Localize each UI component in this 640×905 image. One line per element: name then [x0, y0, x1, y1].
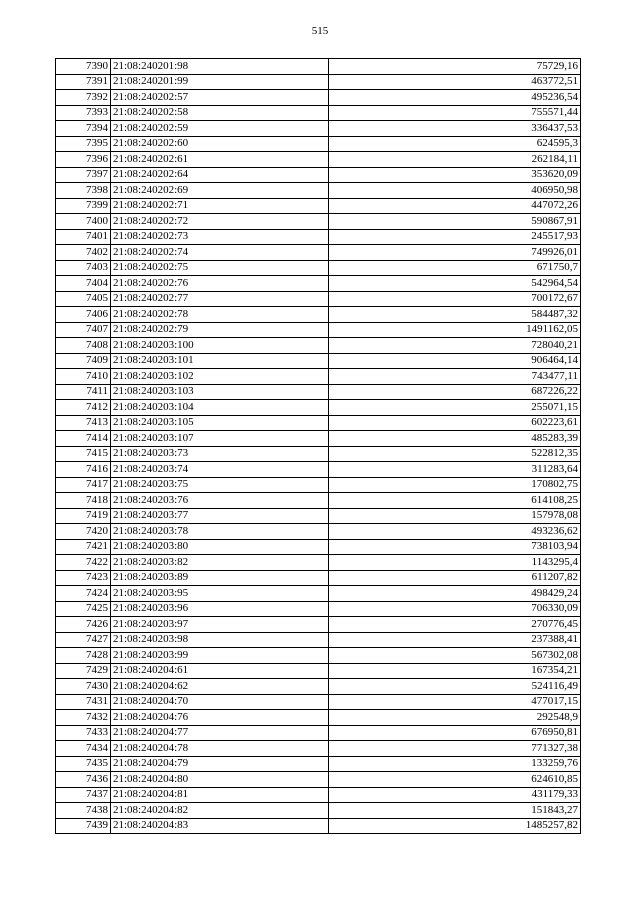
table-row	[56, 710, 581, 726]
cadastral-number: 21:08:240203:78	[111, 524, 329, 540]
table-row	[56, 245, 581, 261]
table-row	[56, 322, 581, 338]
table-row	[56, 462, 581, 478]
cadastral-number: 21:08:240203:105	[111, 415, 329, 431]
cadastral-value: 1485257,82	[329, 818, 581, 834]
cadastral-value: 771327,38	[329, 741, 581, 757]
cadastral-value: 495236,54	[329, 90, 581, 106]
table-row	[56, 229, 581, 245]
row-number: 7399	[56, 198, 111, 214]
row-number: 7437	[56, 787, 111, 803]
cadastral-number: 21:08:240204:80	[111, 772, 329, 788]
row-number: 7425	[56, 601, 111, 617]
cadastral-number: 21:08:240203:80	[111, 539, 329, 555]
cadastral-number: 21:08:240202:74	[111, 245, 329, 261]
cadastral-number: 21:08:240203:97	[111, 617, 329, 633]
cadastral-value: 611207,82	[329, 570, 581, 586]
row-number: 7428	[56, 648, 111, 664]
cadastral-value: 542964,54	[329, 276, 581, 292]
cadastral-value: 270776,45	[329, 617, 581, 633]
row-number: 7422	[56, 555, 111, 571]
cadastral-number: 21:08:240204:61	[111, 663, 329, 679]
row-number: 7403	[56, 260, 111, 276]
row-number: 7391	[56, 74, 111, 90]
row-number: 7424	[56, 586, 111, 602]
cadastral-number: 21:08:240202:69	[111, 183, 329, 199]
cadastral-number: 21:08:240202:61	[111, 152, 329, 168]
cadastral-number: 21:08:240202:79	[111, 322, 329, 338]
cadastral-number: 21:08:240204:78	[111, 741, 329, 757]
cadastral-number: 21:08:240203:76	[111, 493, 329, 509]
table-row	[56, 555, 581, 571]
row-number: 7412	[56, 400, 111, 416]
cadastral-value: 602223,61	[329, 415, 581, 431]
table-row	[56, 493, 581, 509]
cadastral-number: 21:08:240202:73	[111, 229, 329, 245]
cadastral-value: 75729,16	[329, 59, 581, 75]
table-row	[56, 617, 581, 633]
cadastral-number: 21:08:240202:59	[111, 121, 329, 137]
row-number: 7415	[56, 446, 111, 462]
row-number: 7398	[56, 183, 111, 199]
cadastral-value: 406950,98	[329, 183, 581, 199]
cadastral-number: 21:08:240204:83	[111, 818, 329, 834]
row-number: 7439	[56, 818, 111, 834]
row-number: 7431	[56, 694, 111, 710]
row-number: 7394	[56, 121, 111, 137]
cadastral-value: 706330,09	[329, 601, 581, 617]
table-row	[56, 369, 581, 385]
cadastral-number: 21:08:240203:73	[111, 446, 329, 462]
table-row	[56, 431, 581, 447]
cadastral-number: 21:08:240202:76	[111, 276, 329, 292]
cadastral-value: 237388,41	[329, 632, 581, 648]
table-row	[56, 756, 581, 772]
cadastral-value: 687226,22	[329, 384, 581, 400]
cadastral-value: 676950,81	[329, 725, 581, 741]
row-number: 7413	[56, 415, 111, 431]
cadastral-number: 21:08:240203:101	[111, 353, 329, 369]
row-number: 7417	[56, 477, 111, 493]
cadastral-value: 353620,09	[329, 167, 581, 183]
cadastral-value: 749926,01	[329, 245, 581, 261]
cadastral-value: 498429,24	[329, 586, 581, 602]
cadastral-number: 21:08:240204:81	[111, 787, 329, 803]
cadastral-number: 21:08:240204:76	[111, 710, 329, 726]
cadastral-value: 245517,93	[329, 229, 581, 245]
cadastral-value: 671750,7	[329, 260, 581, 276]
cadastral-value: 743477,11	[329, 369, 581, 385]
row-number: 7408	[56, 338, 111, 354]
table-row	[56, 198, 581, 214]
table-row	[56, 415, 581, 431]
row-number: 7400	[56, 214, 111, 230]
cadastral-number: 21:08:240203:75	[111, 477, 329, 493]
cadastral-number: 21:08:240202:60	[111, 136, 329, 152]
row-number: 7411	[56, 384, 111, 400]
cadastral-value: 151843,27	[329, 803, 581, 819]
row-number: 7397	[56, 167, 111, 183]
cadastral-number: 21:08:240202:58	[111, 105, 329, 121]
table-row	[56, 508, 581, 524]
cadastral-value: 567302,08	[329, 648, 581, 664]
cadastral-number: 21:08:240203:74	[111, 462, 329, 478]
row-number: 7402	[56, 245, 111, 261]
row-number: 7410	[56, 369, 111, 385]
cadastral-value: 1491162,05	[329, 322, 581, 338]
row-number: 7395	[56, 136, 111, 152]
cadastral-number: 21:08:240203:98	[111, 632, 329, 648]
table-row	[56, 74, 581, 90]
table-row	[56, 152, 581, 168]
cadastral-number: 21:08:240204:77	[111, 725, 329, 741]
row-number: 7435	[56, 756, 111, 772]
table-row	[56, 276, 581, 292]
row-number: 7429	[56, 663, 111, 679]
table-row	[56, 648, 581, 664]
row-number: 7406	[56, 307, 111, 323]
table-row	[56, 121, 581, 137]
cadastral-value: 590867,91	[329, 214, 581, 230]
cadastral-number: 21:08:240202:71	[111, 198, 329, 214]
cadastral-value: 624610,85	[329, 772, 581, 788]
cadastral-number: 21:08:240203:77	[111, 508, 329, 524]
row-number: 7419	[56, 508, 111, 524]
cadastral-value: 728040,21	[329, 338, 581, 354]
table-row	[56, 260, 581, 276]
table-row	[56, 586, 581, 602]
cadastral-number: 21:08:240201:99	[111, 74, 329, 90]
cadastral-value: 485283,39	[329, 431, 581, 447]
cadastral-number: 21:08:240203:99	[111, 648, 329, 664]
table-row	[56, 601, 581, 617]
cadastral-number: 21:08:240202:64	[111, 167, 329, 183]
row-number: 7392	[56, 90, 111, 106]
table-row	[56, 570, 581, 586]
row-number: 7416	[56, 462, 111, 478]
cadastral-value: 133259,76	[329, 756, 581, 772]
row-number: 7396	[56, 152, 111, 168]
table-row	[56, 167, 581, 183]
cadastral-number: 21:08:240203:107	[111, 431, 329, 447]
row-number: 7436	[56, 772, 111, 788]
row-number: 7430	[56, 679, 111, 695]
cadastral-value: 614108,25	[329, 493, 581, 509]
table-row	[56, 214, 581, 230]
cadastral-value: 167354,21	[329, 663, 581, 679]
row-number: 7405	[56, 291, 111, 307]
row-number: 7433	[56, 725, 111, 741]
table-row	[56, 59, 581, 75]
table-row	[56, 803, 581, 819]
cadastral-value: 170802,75	[329, 477, 581, 493]
row-number: 7426	[56, 617, 111, 633]
cadastral-value: 584487,32	[329, 307, 581, 323]
row-number: 7409	[56, 353, 111, 369]
cadastral-value: 463772,51	[329, 74, 581, 90]
table-row	[56, 694, 581, 710]
registry-table-body	[56, 59, 581, 834]
cadastral-value: 524116,49	[329, 679, 581, 695]
table-row	[56, 136, 581, 152]
row-number: 7393	[56, 105, 111, 121]
table-row	[56, 539, 581, 555]
registry-table	[55, 58, 581, 834]
row-number: 7423	[56, 570, 111, 586]
row-number: 7432	[56, 710, 111, 726]
table-row	[56, 90, 581, 106]
table-row	[56, 105, 581, 121]
row-number: 7420	[56, 524, 111, 540]
row-number: 7434	[56, 741, 111, 757]
cadastral-number: 21:08:240204:70	[111, 694, 329, 710]
cadastral-number: 21:08:240202:57	[111, 90, 329, 106]
cadastral-value: 1143295,4	[329, 555, 581, 571]
row-number: 7421	[56, 539, 111, 555]
row-number: 7418	[56, 493, 111, 509]
cadastral-number: 21:08:240201:98	[111, 59, 329, 75]
cadastral-value: 311283,64	[329, 462, 581, 478]
page-number: 515	[311, 25, 329, 37]
cadastral-number: 21:08:240203:103	[111, 384, 329, 400]
cadastral-value: 262184,11	[329, 152, 581, 168]
cadastral-value: 431179,33	[329, 787, 581, 803]
table-row	[56, 477, 581, 493]
cadastral-value: 738103,94	[329, 539, 581, 555]
cadastral-number: 21:08:240203:96	[111, 601, 329, 617]
row-number: 7438	[56, 803, 111, 819]
table-row	[56, 353, 581, 369]
cadastral-value: 906464,14	[329, 353, 581, 369]
row-number: 7390	[56, 59, 111, 75]
cadastral-number: 21:08:240204:79	[111, 756, 329, 772]
cadastral-number: 21:08:240203:95	[111, 586, 329, 602]
row-number: 7414	[56, 431, 111, 447]
table-row	[56, 741, 581, 757]
table-row	[56, 183, 581, 199]
table-row	[56, 772, 581, 788]
cadastral-number: 21:08:240204:62	[111, 679, 329, 695]
cadastral-number: 21:08:240202:77	[111, 291, 329, 307]
table-row	[56, 446, 581, 462]
table-row	[56, 384, 581, 400]
table-row	[56, 307, 581, 323]
cadastral-number: 21:08:240202:78	[111, 307, 329, 323]
cadastral-number: 21:08:240204:82	[111, 803, 329, 819]
row-number: 7427	[56, 632, 111, 648]
cadastral-number: 21:08:240202:75	[111, 260, 329, 276]
cadastral-value: 522812,35	[329, 446, 581, 462]
cadastral-value: 157978,08	[329, 508, 581, 524]
table-row	[56, 787, 581, 803]
cadastral-number: 21:08:240203:100	[111, 338, 329, 354]
cadastral-number: 21:08:240203:89	[111, 570, 329, 586]
table-row	[56, 725, 581, 741]
cadastral-number: 21:08:240203:104	[111, 400, 329, 416]
row-number: 7407	[56, 322, 111, 338]
cadastral-value: 493236,62	[329, 524, 581, 540]
cadastral-value: 447072,26	[329, 198, 581, 214]
cadastral-value: 700172,67	[329, 291, 581, 307]
cadastral-number: 21:08:240202:72	[111, 214, 329, 230]
row-number: 7401	[56, 229, 111, 245]
cadastral-value: 292548,9	[329, 710, 581, 726]
table-row	[56, 524, 581, 540]
row-number: 7404	[56, 276, 111, 292]
table-row	[56, 663, 581, 679]
table-row	[56, 338, 581, 354]
cadastral-value: 336437,53	[329, 121, 581, 137]
table-row	[56, 291, 581, 307]
table-row	[56, 818, 581, 834]
cadastral-number: 21:08:240203:82	[111, 555, 329, 571]
cadastral-number: 21:08:240203:102	[111, 369, 329, 385]
cadastral-value: 755571,44	[329, 105, 581, 121]
cadastral-value: 477017,15	[329, 694, 581, 710]
cadastral-value: 624595,3	[329, 136, 581, 152]
table-row	[56, 679, 581, 695]
table-row	[56, 632, 581, 648]
cadastral-value: 255071,15	[329, 400, 581, 416]
table-row	[56, 400, 581, 416]
